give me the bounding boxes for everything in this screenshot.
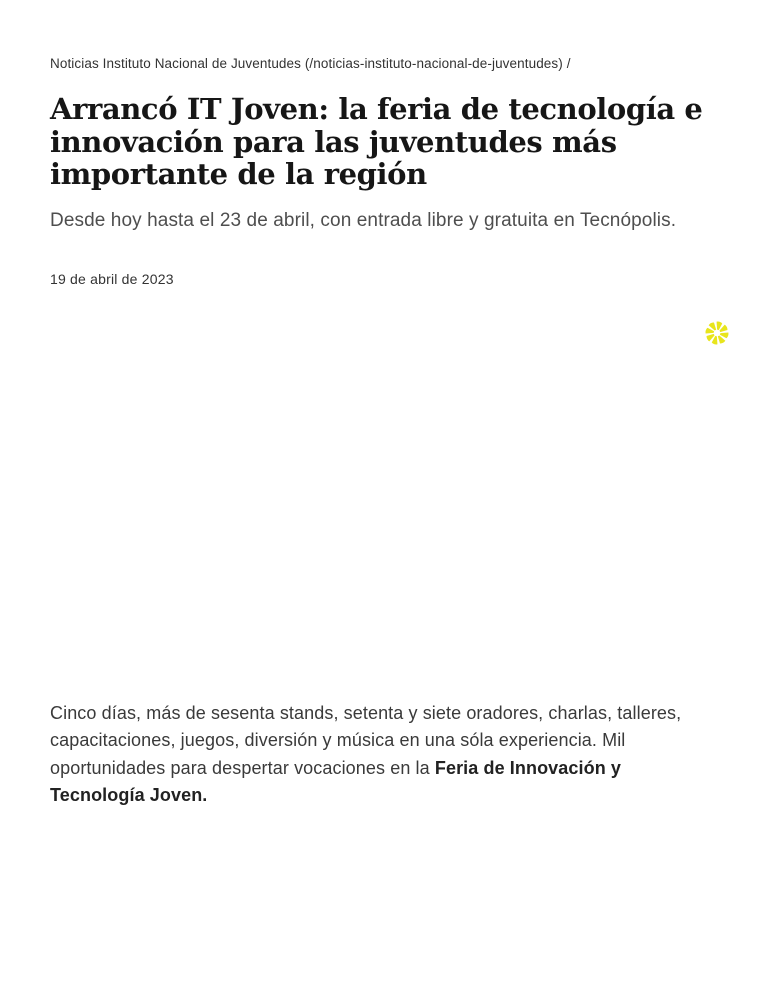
article-date: 19 de abril de 2023 [50,270,174,287]
article-image-placeholder [50,288,723,700]
article-paragraph: Cinco días, más de sesenta stands, setenta y siete oradores, charlas, talleres, capacitaciones, juegos, diversión y música en una sóla experiencia. Mil oportunidades para despertar vocaciones en la Feria de Innovación y Tecnología Joven. [50,702,682,805]
breadcrumb-link-noticias[interactable]: Noticias Instituto Nacional de Juventudes (/noticias-instituto-nacional-de-juventudes) [50,56,563,71]
page-title: Arrancó IT Joven: la feria de tecnología e innovación para las juventudes más importante de la región [50,92,703,191]
article-subtitle: Desde hoy hasta el 23 de abril, con entrada libre y gratuita en Tecnópolis. [50,209,677,231]
breadcrumb [50,0,723,72]
breadcrumb-separator: / [562,56,571,71]
loading-spinner-icon [702,318,732,348]
